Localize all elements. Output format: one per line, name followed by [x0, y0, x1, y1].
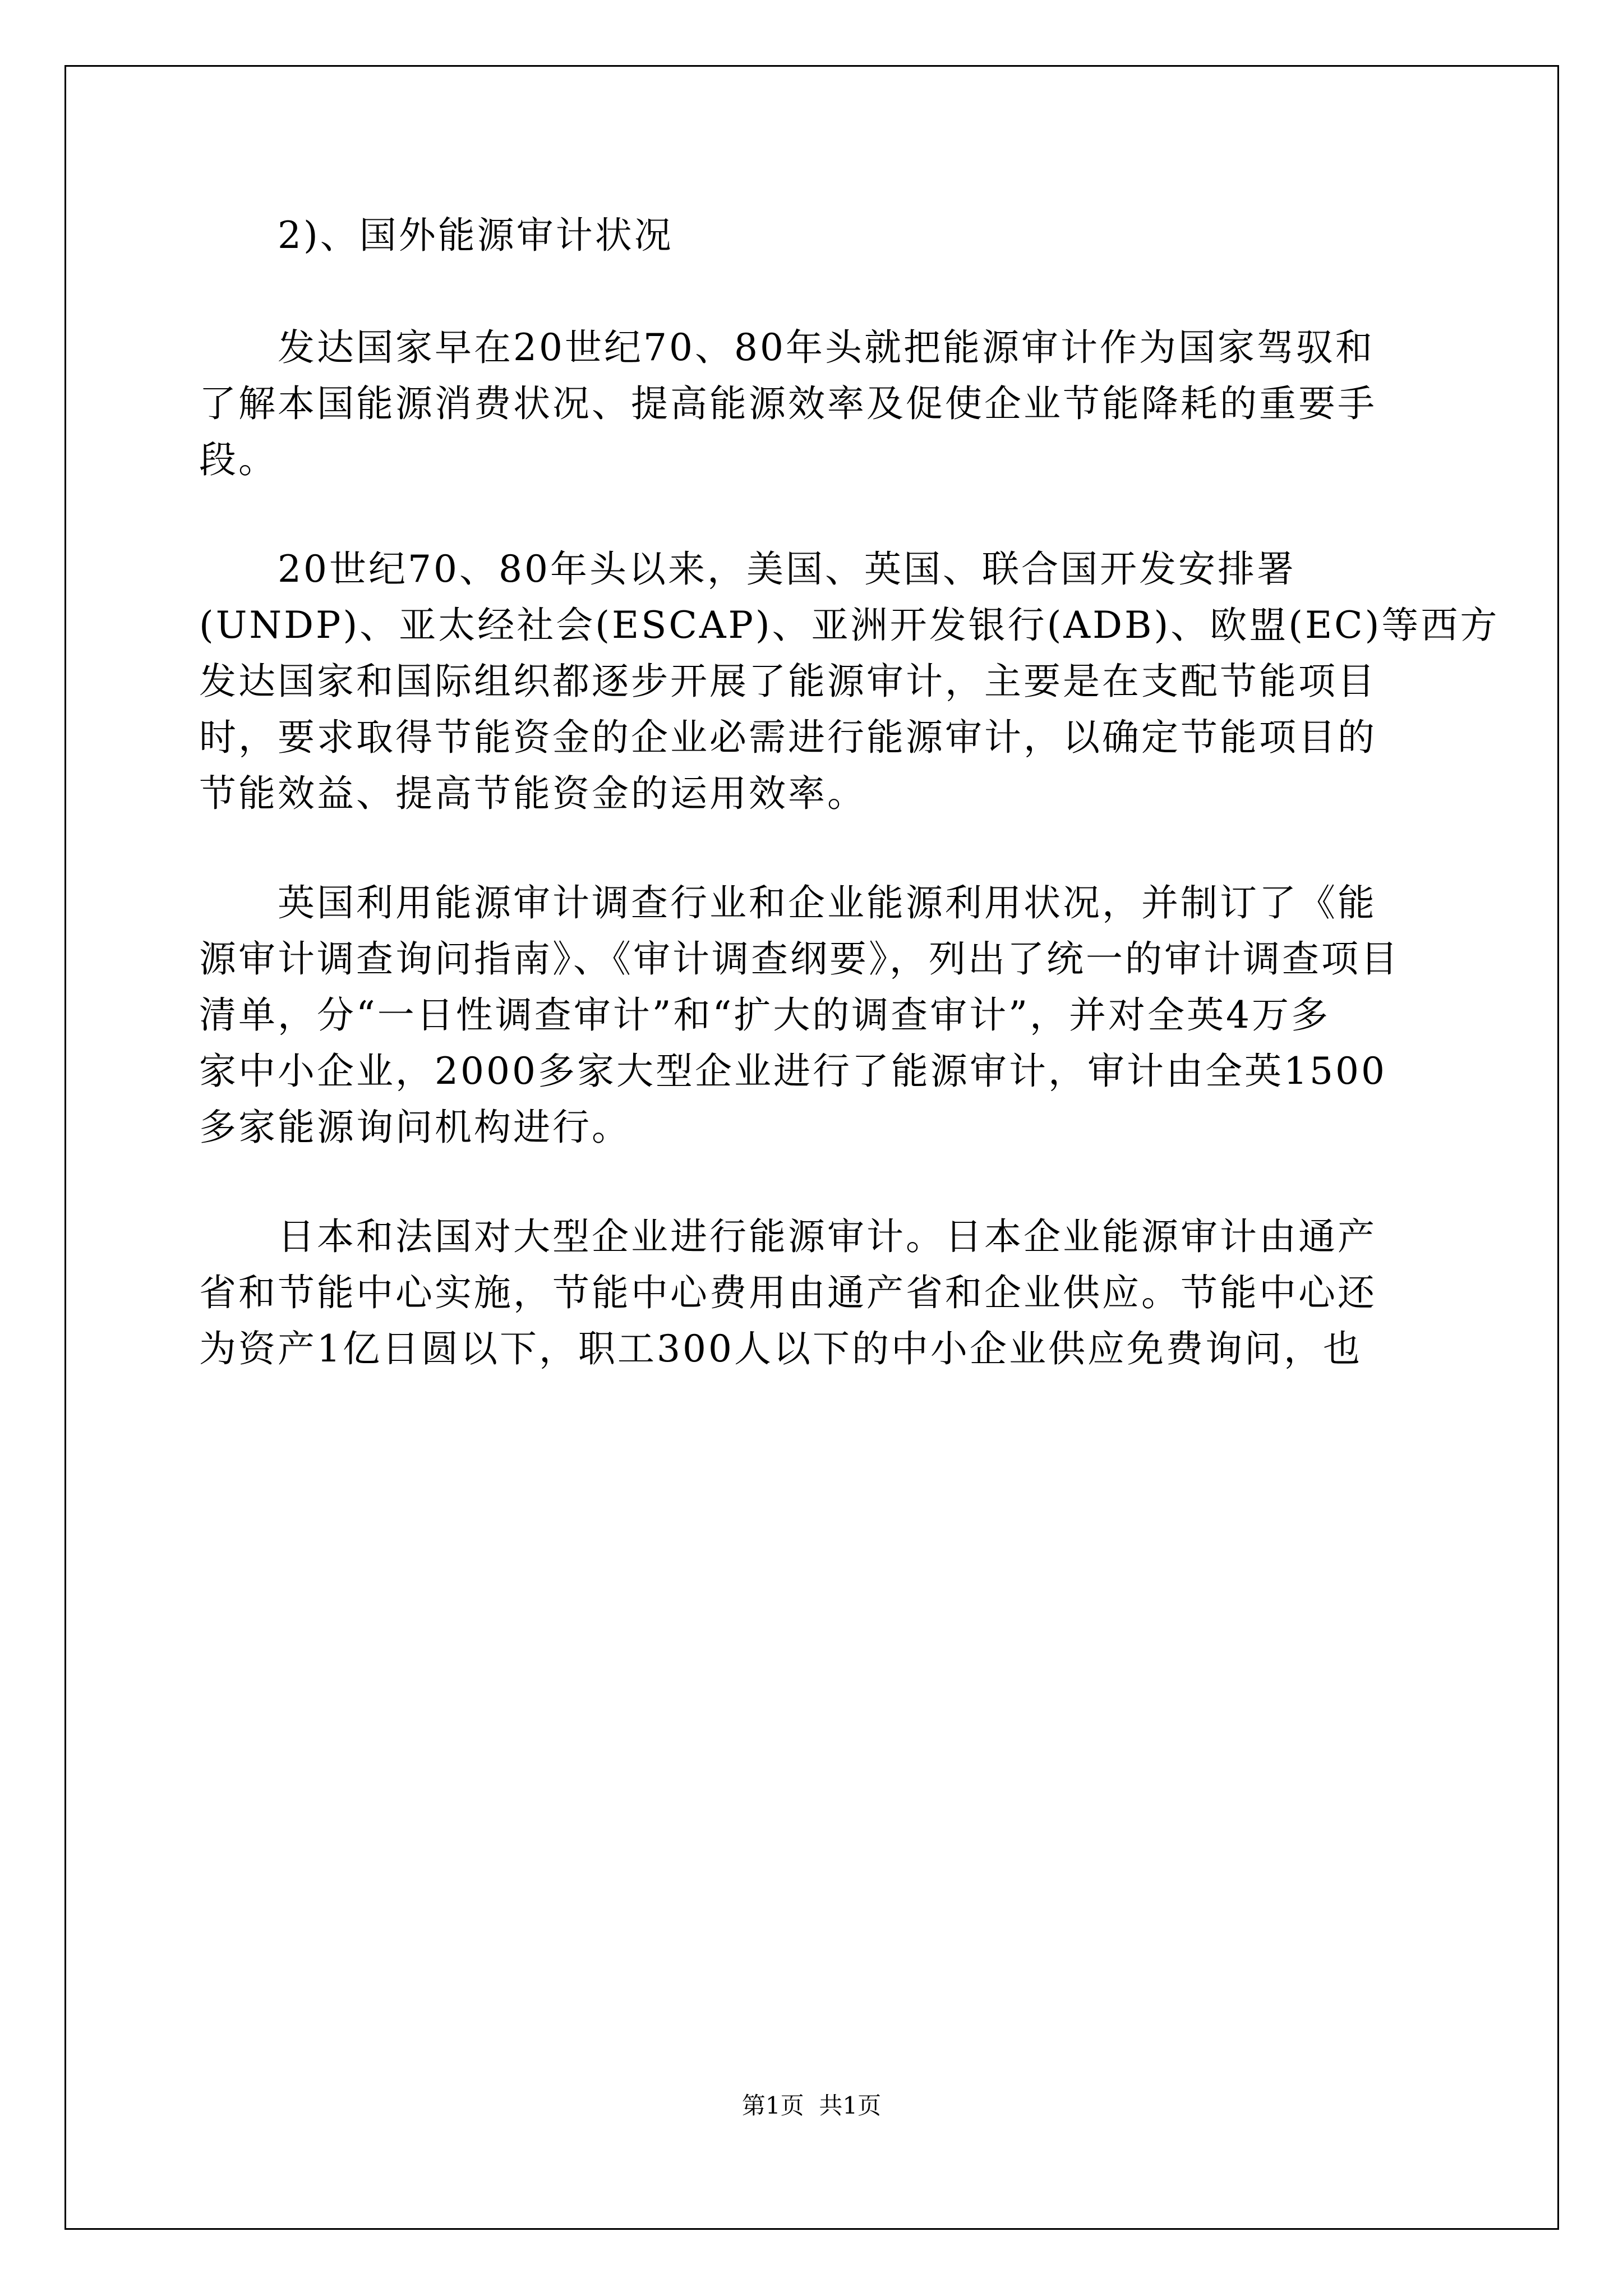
paragraph-3-line-4: 家中小企业，2000多家大型企业进行了能源审计，审计由全英1500: [199, 1050, 1387, 1093]
paragraph-2-line-3: 发达国家和国际组织都逐步开展了能源审计，主要是在支配节能项目: [199, 660, 1377, 703]
paragraph-4-line-1: 日本和法国对大型企业进行能源审计。日本企业能源审计由通产: [278, 1215, 1377, 1258]
paragraph-2-line-1: 20世纪70、80年头以来，美国、英国、联合国开发安排署: [278, 547, 1296, 591]
page-number-footer: 第1页 共1页: [741, 2092, 882, 2119]
paragraph-1-line-1: 发达国家早在20世纪70、80年头就把能源审计作为国家驾驭和: [278, 326, 1375, 369]
paragraph-3-line-1: 英国利用能源审计调查行业和企业能源利用状况，并制订了《能: [278, 881, 1377, 924]
paragraph-4-line-2: 省和节能中心实施，节能中心费用由通产省和企业供应。节能中心还: [199, 1271, 1377, 1314]
section-heading: 2)、国外能源审计状况: [278, 214, 674, 257]
paragraph-3-line-2: 源审计调查询问指南》、《审计调查纲要》，列出了统一的审计调查项目: [199, 937, 1400, 981]
paragraph-1-line-2: 了解本国能源消费状况、提高能源效率及促使企业节能降耗的重要手: [199, 382, 1377, 425]
paragraph-2-line-4: 时，要求取得节能资金的企业必需进行能源审计，以确定节能项目的: [199, 716, 1377, 759]
paragraph-1-line-3: 段。: [199, 438, 278, 481]
paragraph-3-line-5: 多家能源询问机构进行。: [199, 1106, 631, 1149]
paragraph-3-line-3: 清单，分“一日性调查审计”和“扩大的调查审计”，并对全英4万多: [199, 993, 1330, 1037]
paragraph-2-line-5: 节能效益、提高节能资金的运用效率。: [199, 772, 866, 815]
paragraph-2-line-2: (UNDP)、亚太经社会(ESCAP)、亚洲开发银行(ADB)、欧盟(EC)等西方: [199, 604, 1500, 647]
paragraph-4-line-3: 为资产1亿日圆以下，职工300人以下的中小企业供应免费询问，也: [199, 1327, 1362, 1370]
